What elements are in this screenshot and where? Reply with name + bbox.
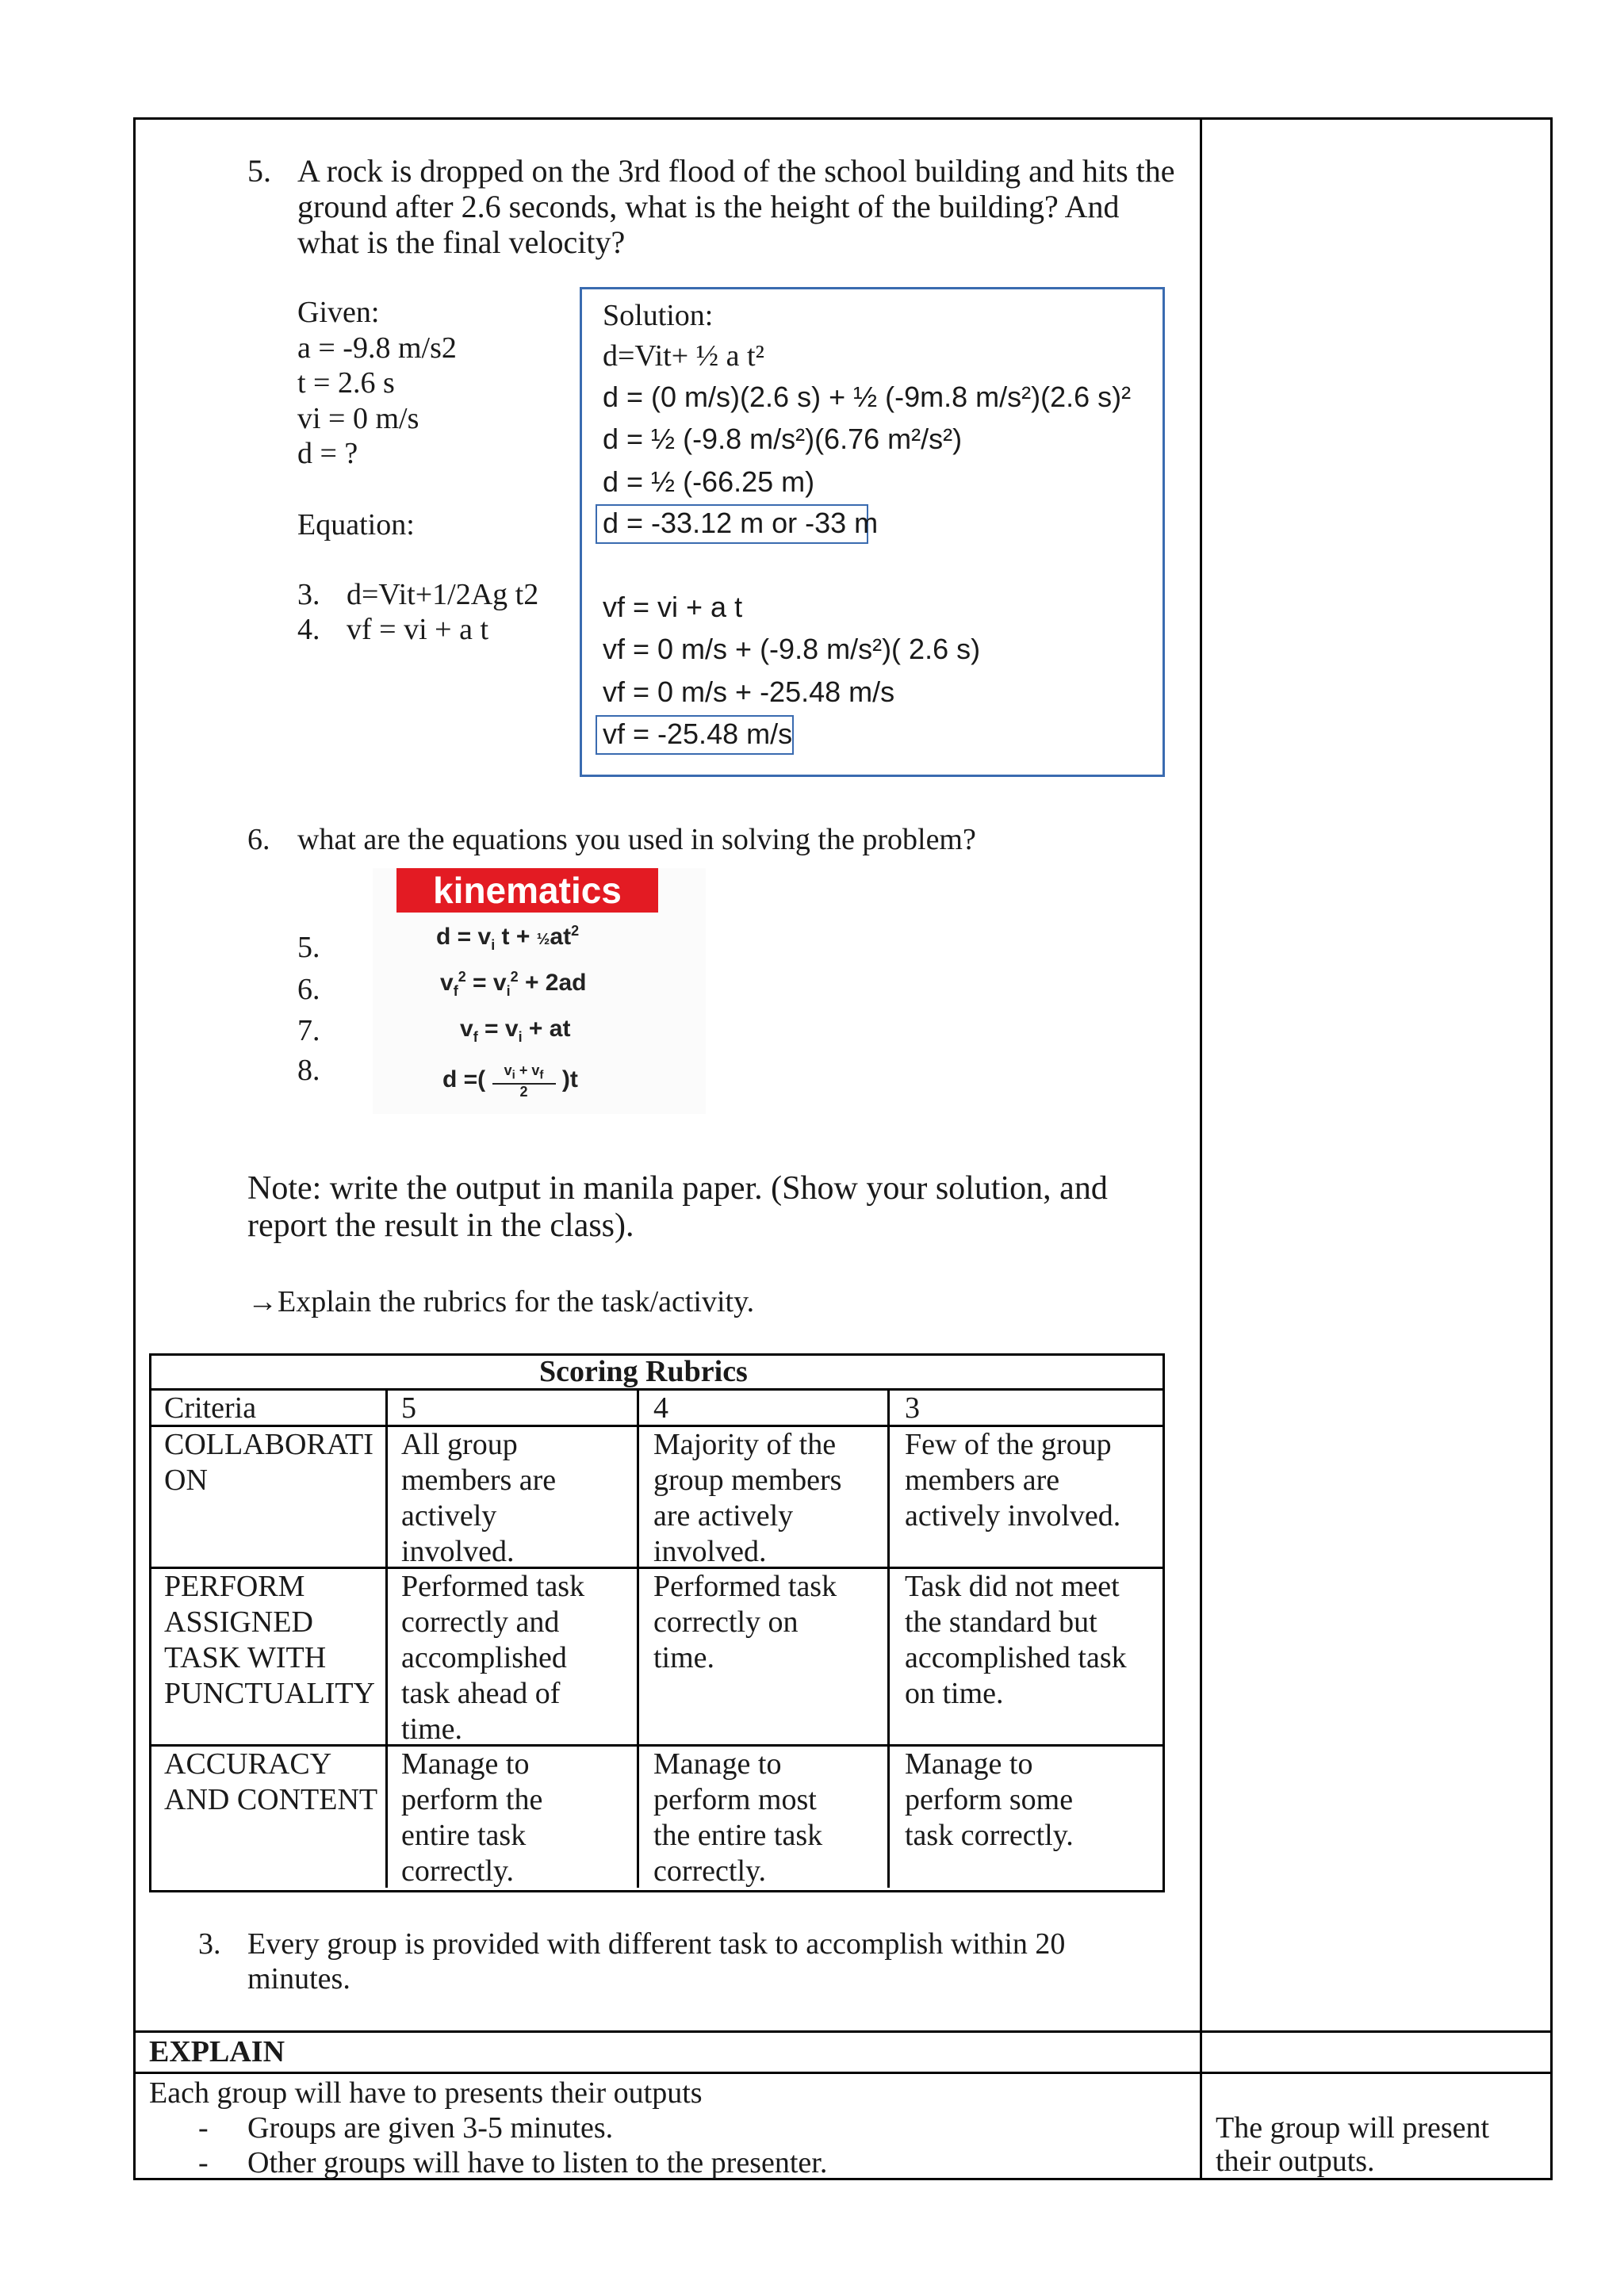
- equation-text: d=Vit+1/2Ag t2: [347, 578, 539, 611]
- solution-line: d = (0 m/s)(2.6 s) + ½ (-9m.8 m/s²)(2.6 s)²: [603, 381, 1132, 413]
- cell-line: COLLABORATI: [164, 1428, 373, 1461]
- cell-line: time.: [401, 1712, 463, 1746]
- solution-answer-velocity: vf = -25.48 m/s: [603, 718, 793, 750]
- cell-line: task correctly.: [905, 1819, 1074, 1852]
- rubrics-score4-cell: [653, 1427, 841, 1570]
- item3-line2: minutes.: [247, 1962, 350, 1996]
- question6-text: what are the equations you used in solving the problem?: [297, 823, 976, 856]
- bullet-mark: -: [198, 2146, 209, 2179]
- explain-bullet: Other groups will have to listen to the presenter.: [247, 2146, 828, 2179]
- rubrics-score3-cell: [905, 1747, 1074, 1854]
- rubrics-col-line: [637, 1388, 639, 1888]
- cell-line: involved.: [401, 1535, 515, 1568]
- rubrics-score4-cell: [653, 1747, 822, 1889]
- solution-line: vf = 0 m/s + -25.48 m/s: [603, 675, 895, 708]
- kinematics-equation: d =( $v_i + v_f$ 2 )t: [442, 1062, 578, 1100]
- given-line: d = ?: [297, 437, 358, 470]
- kinematics-number: 6.: [297, 973, 320, 1006]
- cell-line: are actively: [653, 1499, 794, 1533]
- explain-top-line: [133, 2030, 1550, 2033]
- cell-line: actively involved.: [905, 1499, 1121, 1533]
- question6-number: 6.: [247, 823, 270, 856]
- item3-number: 3.: [198, 1927, 221, 1961]
- rubrics-col-line: [385, 1388, 388, 1888]
- cell-line: involved.: [653, 1535, 767, 1568]
- explain-heading: EXPLAIN: [149, 2035, 285, 2068]
- given-line: vi = 0 m/s: [297, 402, 419, 435]
- problem5-line1: A rock is dropped on the 3rd flood of the school building and hits the: [297, 153, 1175, 189]
- cell-line: entire task: [401, 1819, 527, 1852]
- kinematics-equation: $v_f^2 = v_i^2 + 2ad$: [440, 969, 587, 999]
- cell-line: All group: [401, 1428, 518, 1461]
- cell-line: Manage to: [905, 1747, 1033, 1781]
- rubrics-header-5: 5: [401, 1391, 416, 1425]
- given-heading: Given:: [297, 296, 380, 329]
- note-line2: report the result in the class).: [247, 1207, 634, 1244]
- cell-line: AND CONTENT: [164, 1783, 378, 1816]
- cell-line: perform the: [401, 1783, 543, 1816]
- kinematics-title: kinematics: [396, 868, 658, 913]
- cell-line: correctly.: [401, 1854, 515, 1888]
- explain-bullet: Groups are given 3-5 minutes.: [247, 2111, 614, 2145]
- equation-number: 4.: [297, 613, 320, 646]
- problem5-line3: what is the final velocity?: [297, 224, 626, 260]
- cell-line: perform some: [905, 1783, 1074, 1816]
- solution-line: vf = 0 m/s + (-9.8 m/s²)( 2.6 s): [603, 633, 981, 665]
- cell-line: members are: [401, 1464, 557, 1497]
- cell-line: PERFORM: [164, 1570, 305, 1603]
- kinematics-equation: $d = v_i$ $t + \frac{1}{2}at^2$: [436, 923, 580, 953]
- cell-line: Manage to: [401, 1747, 530, 1781]
- rubrics-criteria-cell: [164, 1747, 377, 1818]
- item3-line1: Every group is provided with different task to accomplish within 20: [247, 1927, 1066, 1961]
- cell-line: accomplished task: [905, 1641, 1127, 1674]
- rubrics-score3-cell: [905, 1569, 1127, 1712]
- cell-line: Majority of the: [653, 1428, 837, 1461]
- cell-line: ON: [164, 1464, 208, 1497]
- cell-line: correctly and: [401, 1605, 560, 1639]
- kinematics-number: 7.: [297, 1014, 320, 1047]
- rubrics-score4-cell: [653, 1569, 837, 1676]
- cell-line: correctly.: [653, 1854, 767, 1888]
- cell-line: Few of the group: [905, 1428, 1112, 1461]
- cell-line: time.: [653, 1641, 715, 1674]
- equation-number: 3.: [297, 578, 320, 611]
- problem5-line2: ground after 2.6 seconds, what is the height of the building? And: [297, 189, 1120, 224]
- rubrics-score5-cell: [401, 1427, 556, 1570]
- kinematics-equations-image: [373, 868, 706, 1114]
- cell-line: actively: [401, 1499, 497, 1533]
- kinematics-equation: $v_f = v_i$ + at: [460, 1016, 571, 1045]
- equation-heading: Equation:: [297, 508, 415, 541]
- cell-line: Performed task: [401, 1570, 585, 1603]
- cell-line: the entire task: [653, 1819, 823, 1852]
- solution-line: vf = vi + a t: [603, 591, 743, 623]
- rubrics-header-3: 3: [905, 1391, 920, 1425]
- explain-bottom-line: [133, 2072, 1550, 2074]
- rubrics-score5-cell: [401, 1569, 584, 1747]
- rubrics-title: Scoring Rubrics: [539, 1355, 748, 1388]
- cell-line: Manage to: [653, 1747, 782, 1781]
- rubrics-header-4: 4: [653, 1391, 668, 1425]
- solution-answer-distance: d = -33.12 m or -33 m: [603, 507, 879, 539]
- problem5-number: 5.: [247, 153, 271, 189]
- column-divider: [1200, 117, 1202, 2178]
- cell-line: ASSIGNED: [164, 1605, 313, 1639]
- given-line: a = -9.8 m/s2: [297, 331, 457, 365]
- cell-line: group members: [653, 1464, 842, 1497]
- cell-line: Performed task: [653, 1570, 837, 1603]
- equation-text: vf = vi + a t: [347, 613, 488, 646]
- rubrics-criteria-cell: [164, 1569, 375, 1712]
- rubric-explain-text: →Explain the rubrics for the task/activity.: [247, 1285, 755, 1318]
- bullet-mark: -: [198, 2111, 209, 2145]
- explain-right-line1: The group will present: [1216, 2111, 1490, 2145]
- cell-line: on time.: [905, 1677, 1004, 1710]
- explain-right-line2: their outputs.: [1216, 2145, 1375, 2178]
- rubrics-header-criteria: Criteria: [164, 1391, 257, 1425]
- cell-line: the standard but: [905, 1605, 1097, 1639]
- cell-line: perform most: [653, 1783, 817, 1816]
- cell-line: correctly on: [653, 1605, 799, 1639]
- rubrics-criteria-cell: [164, 1427, 373, 1498]
- cell-line: accomplished: [401, 1641, 567, 1674]
- rubrics-score5-cell: [401, 1747, 542, 1889]
- cell-line: Task did not meet: [905, 1570, 1120, 1603]
- solution-line: d=Vit+ ½ a t²: [603, 339, 764, 373]
- rubrics-col-line: [887, 1388, 890, 1888]
- kinematics-number: 5.: [297, 931, 320, 964]
- cell-line: TASK WITH: [164, 1641, 327, 1674]
- cell-line: task ahead of: [401, 1677, 561, 1710]
- solution-line: d = ½ (-66.25 m): [603, 465, 815, 498]
- kinematics-number: 8.: [297, 1054, 320, 1087]
- note-line1: Note: write the output in manila paper. (Show your solution, and: [247, 1170, 1108, 1207]
- explain-intro: Each group will have to presents their outputs: [149, 2076, 703, 2110]
- cell-line: PUNCTUALITY: [164, 1677, 375, 1710]
- given-line: t = 2.6 s: [297, 366, 395, 400]
- cell-line: ACCURACY: [164, 1747, 332, 1781]
- cell-line: members are: [905, 1464, 1060, 1497]
- solution-heading: Solution:: [603, 299, 714, 332]
- solution-line: d = ½ (-9.8 m/s²)(6.76 m²/s²): [603, 423, 963, 455]
- rubrics-score3-cell: [905, 1427, 1120, 1534]
